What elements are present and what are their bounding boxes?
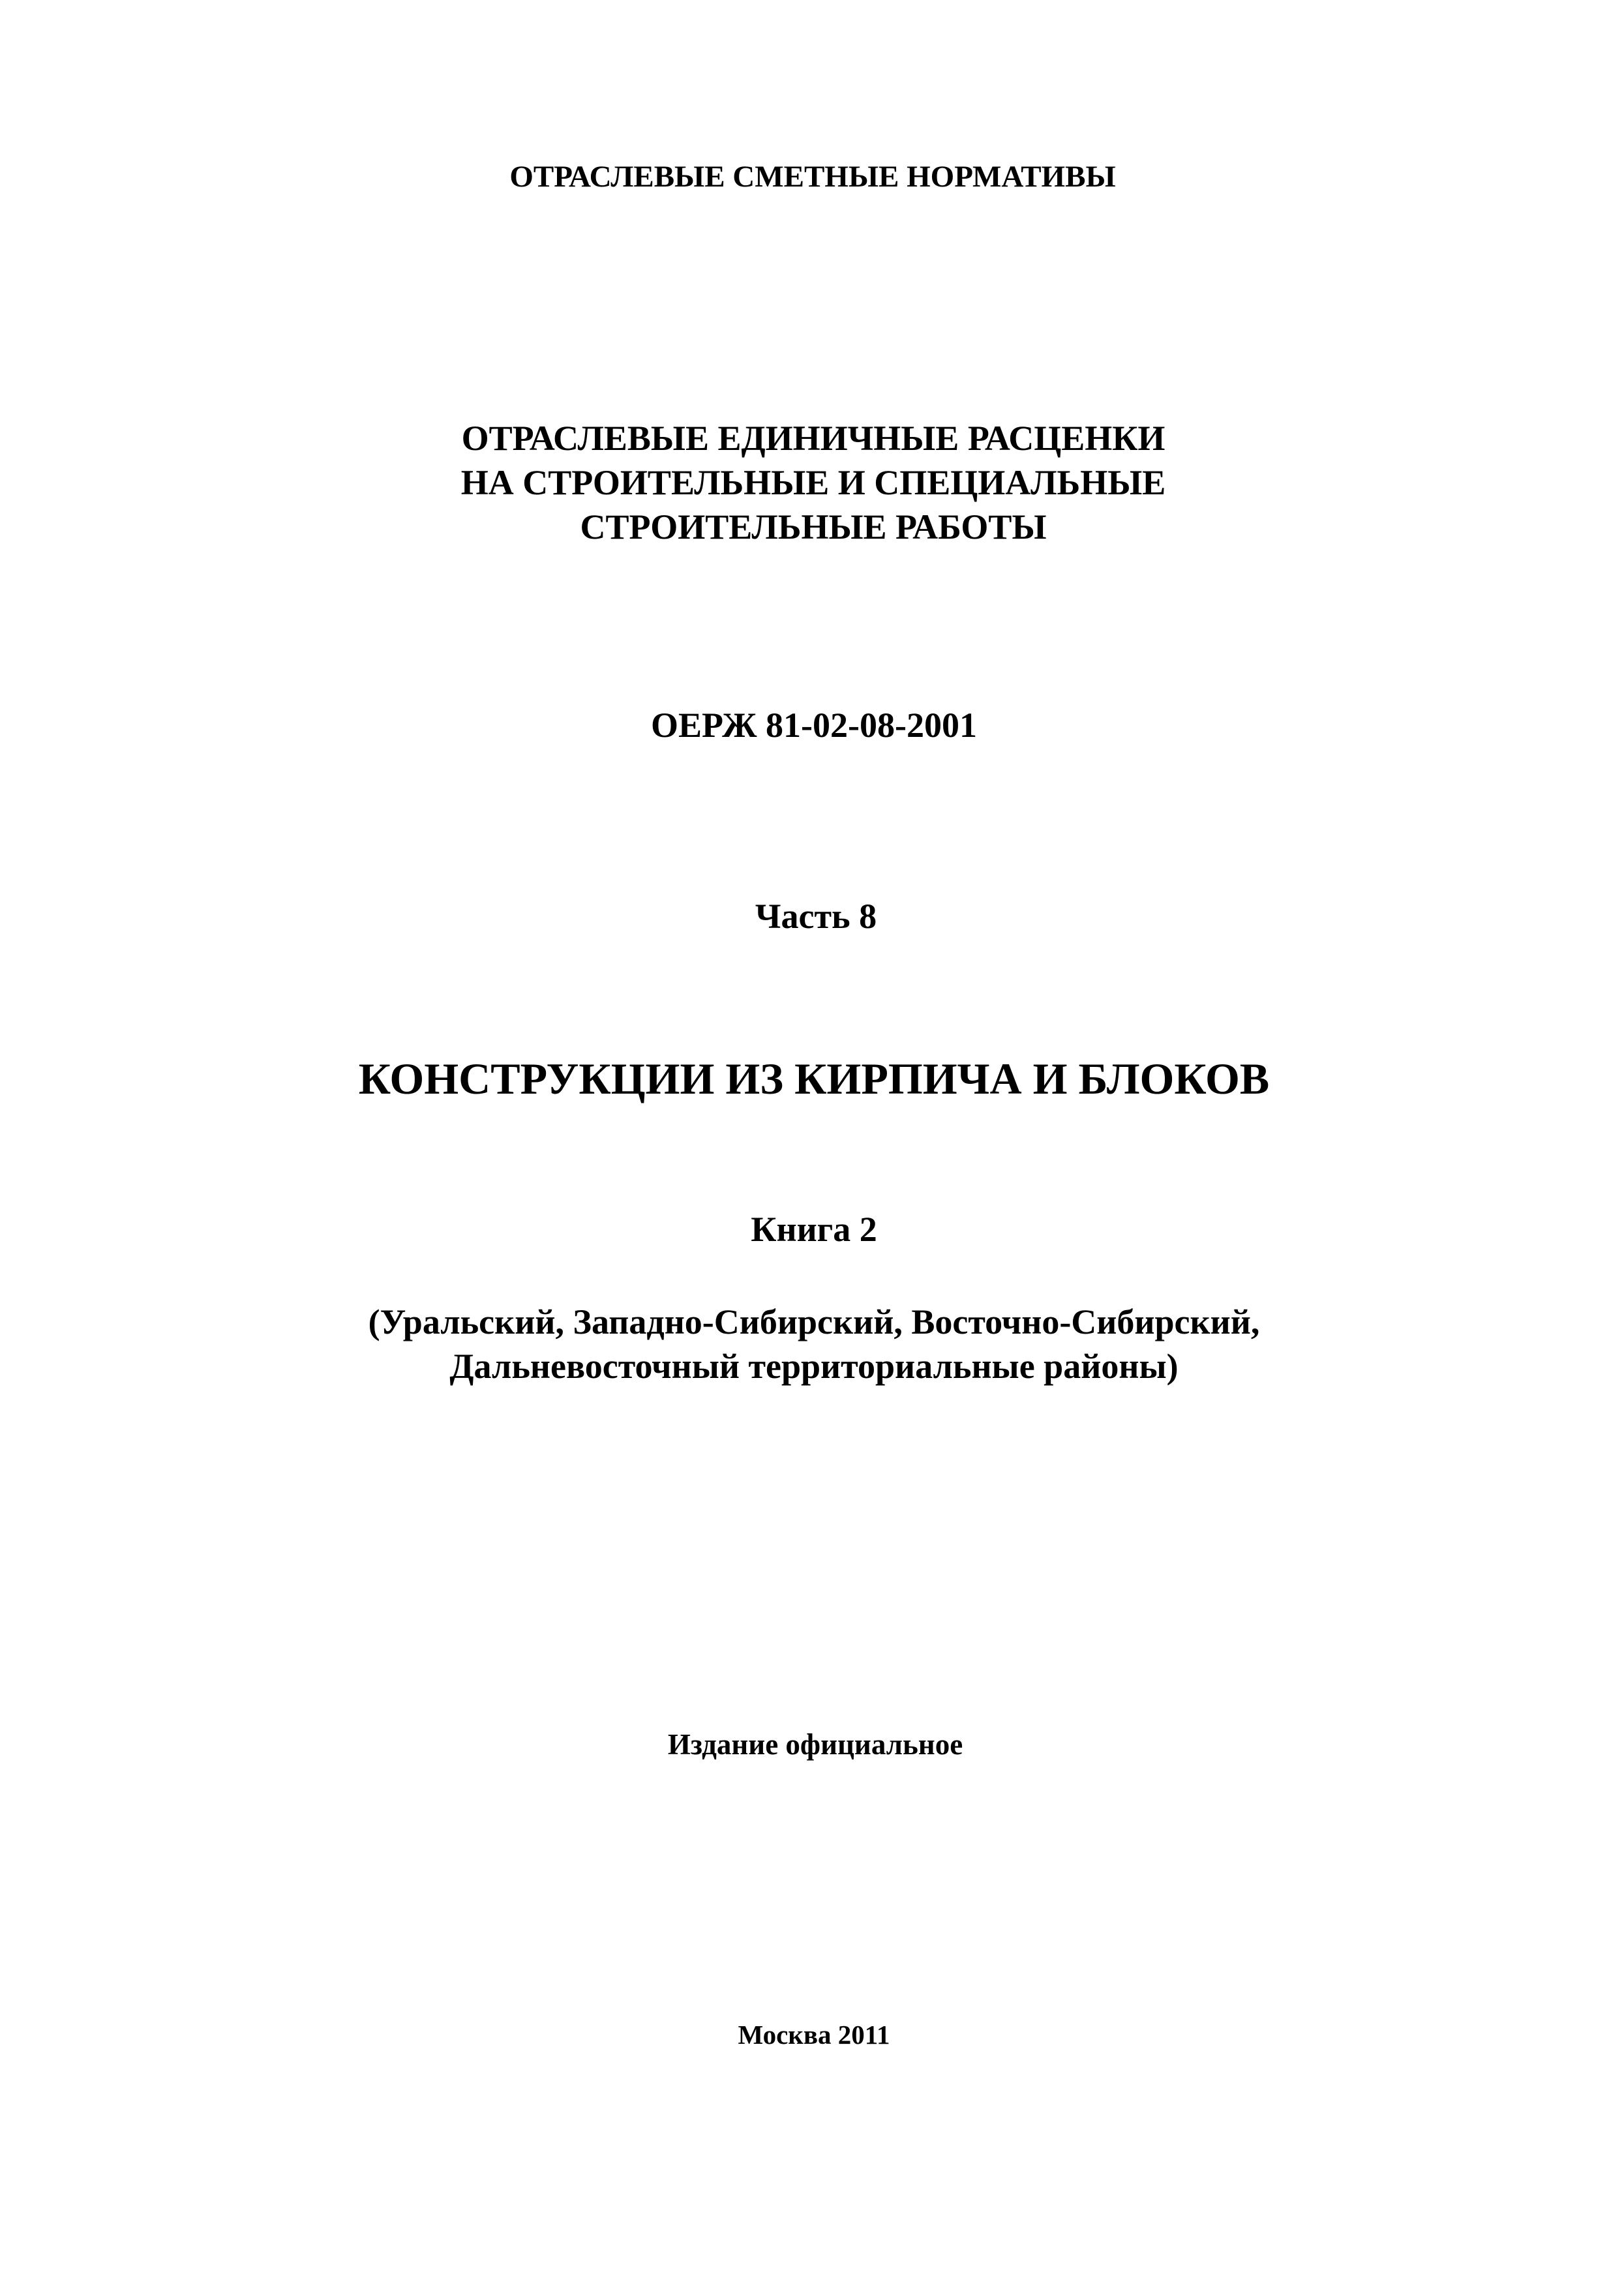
section-title: КОНСТРУКЦИИ ИЗ КИРПИЧА И БЛОКОВ — [358, 1054, 1270, 1103]
title-line-3: СТРОИТЕЛЬНЫЕ РАБОТЫ — [580, 507, 1047, 546]
book-number: Книга 2 — [751, 1210, 877, 1249]
document-code: ОЕРЖ 81-02-08-2001 — [651, 706, 977, 745]
regions-line-1: (Уральский, Западно-Сибирский, Восточно-Сибирский, — [368, 1302, 1260, 1341]
part-number: Часть 8 — [755, 897, 877, 936]
imprint: Москва 2011 — [738, 2020, 890, 2050]
title-line-1: ОТРАСЛЕВЫЕ ЕДИНИЧНЫЕ РАСЦЕНКИ — [461, 419, 1165, 458]
edition-note: Издание официальное — [667, 1728, 963, 1761]
title-line-2: НА СТРОИТЕЛЬНЫЕ И СПЕЦИАЛЬНЫЕ — [460, 463, 1166, 502]
series-header: ОТРАСЛЕВЫЕ СМЕТНЫЕ НОРМАТИВЫ — [509, 160, 1116, 194]
regions-line-2: Дальневосточный территориальные районы) — [449, 1347, 1179, 1386]
